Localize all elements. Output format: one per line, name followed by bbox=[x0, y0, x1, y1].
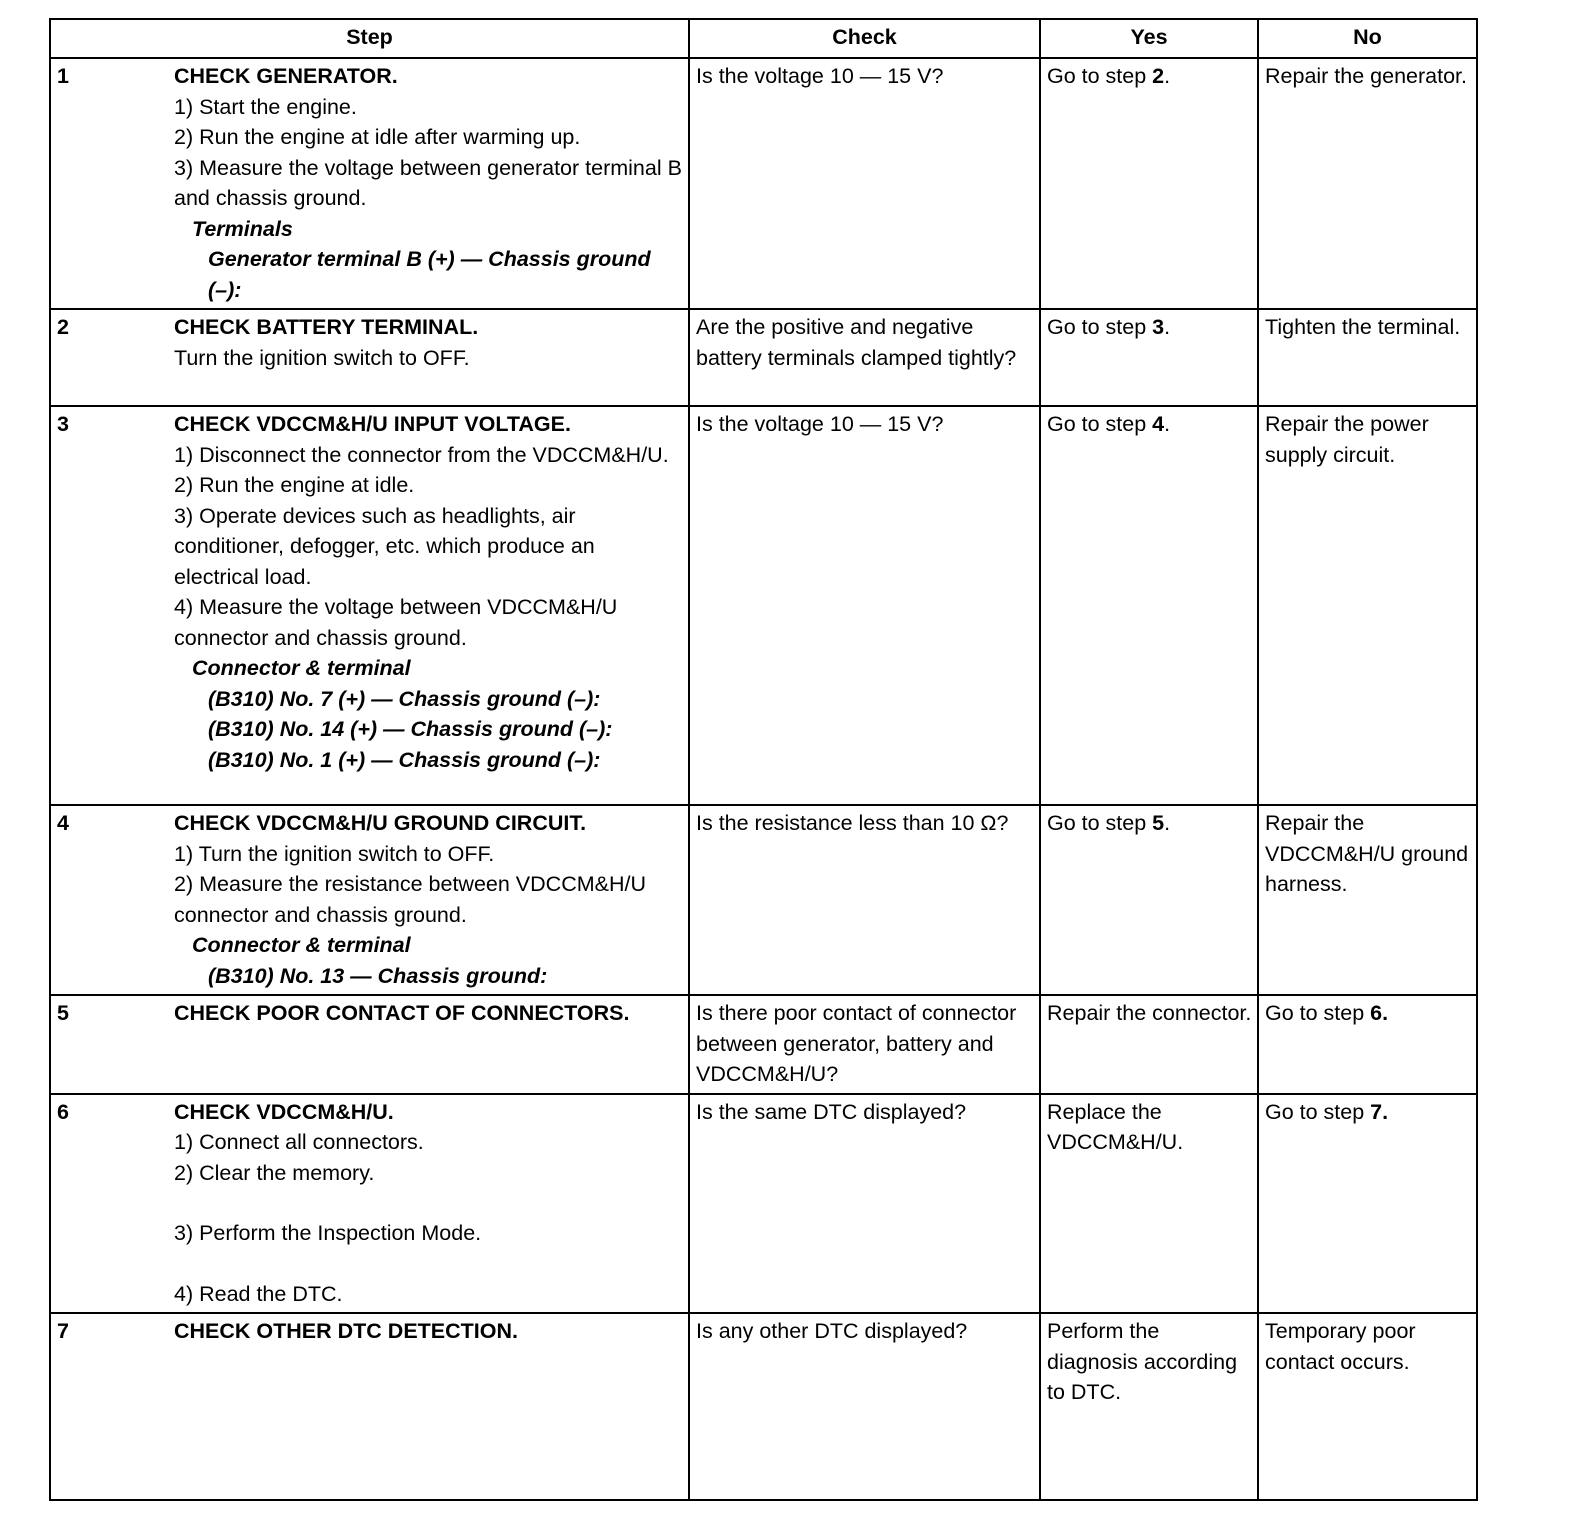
yes-cell: Replace the VDCCM&H/U. bbox=[1040, 1094, 1258, 1314]
step-number: 1 bbox=[50, 58, 166, 309]
step-cell bbox=[166, 406, 689, 805]
no-cell bbox=[1258, 1094, 1477, 1314]
yes-step-number: 5 bbox=[1152, 811, 1165, 835]
connector-label: Connector & terminal bbox=[192, 933, 411, 957]
step-cell bbox=[166, 805, 689, 995]
check-cell: Is the resistance less than 10 Ω? bbox=[689, 805, 1040, 995]
step-instruction: 2) Clear the memory. bbox=[174, 1160, 375, 1185]
check-cell: Is the voltage 10 — 15 V? bbox=[689, 58, 1040, 309]
table-row bbox=[50, 309, 1477, 406]
step-number: 7 bbox=[50, 1313, 166, 1500]
no-step-number: 6 bbox=[1370, 1001, 1383, 1025]
table-row bbox=[50, 1094, 1477, 1314]
no-step-number: 7 bbox=[1370, 1099, 1383, 1124]
yes-cell: Perform the diagnosis according to DTC. bbox=[1040, 1313, 1258, 1500]
yes-suffix: . bbox=[1164, 64, 1171, 88]
table-row bbox=[50, 995, 1477, 1094]
yes-cell bbox=[1040, 805, 1258, 995]
yes-step-number: 2 bbox=[1152, 64, 1165, 88]
header-row bbox=[50, 19, 1477, 58]
yes-step-number: 3 bbox=[1152, 315, 1165, 339]
step-instruction: 1) Disconnect the connector from the VDCCM&H/U. bbox=[174, 442, 669, 467]
step-number: 6 bbox=[50, 1094, 166, 1314]
yes-step-number: 4 bbox=[1152, 412, 1165, 436]
no-cell bbox=[1258, 995, 1477, 1094]
step-instruction: 1) Turn the ignition switch to OFF. bbox=[174, 841, 495, 866]
step-cell bbox=[166, 1313, 689, 1500]
yes-text: Go to step bbox=[1047, 811, 1153, 835]
step-instruction: 3) Measure the voltage between generator terminal B and chassis ground. bbox=[174, 155, 682, 210]
step-number: 3 bbox=[50, 406, 166, 805]
no-suffix: . bbox=[1382, 1001, 1389, 1025]
diagnostic-table bbox=[49, 18, 1478, 1501]
step-instruction: Turn the ignition switch to OFF. bbox=[174, 345, 470, 370]
spacer bbox=[174, 1249, 683, 1279]
terminal-spec: (B310) No. 13 — Chassis ground: bbox=[208, 963, 548, 988]
no-text: Go to step bbox=[1265, 1099, 1371, 1124]
step-number: 4 bbox=[50, 805, 166, 995]
no-cell: Repair the VDCCM&H/U ground harness. bbox=[1258, 805, 1477, 995]
no-cell: Temporary poor contact occurs. bbox=[1258, 1313, 1477, 1500]
step-instruction: 1) Connect all connectors. bbox=[174, 1130, 424, 1154]
yes-suffix: . bbox=[1164, 811, 1171, 835]
step-title: CHECK GENERATOR. bbox=[174, 64, 398, 88]
step-cell bbox=[166, 309, 689, 406]
step-number: 2 bbox=[50, 309, 166, 406]
check-cell: Is the same DTC displayed? bbox=[689, 1094, 1040, 1314]
connector-label: Connector & terminal bbox=[192, 656, 411, 680]
step-instruction: 2) Measure the resistance between VDCCM&H/U connector and chassis ground. bbox=[174, 872, 646, 927]
spacer bbox=[174, 1188, 683, 1218]
step-title: CHECK VDCCM&H/U. bbox=[174, 1099, 394, 1124]
check-cell: Is there poor contact of connector between generator, battery and VDCCM&H/U? bbox=[689, 995, 1040, 1094]
step-title: CHECK POOR CONTACT OF CONNECTORS. bbox=[174, 1001, 630, 1025]
terminal-spec: (B310) No. 14 (+) — Chassis ground (–): bbox=[208, 717, 613, 741]
check-cell: Are the positive and negative battery terminals clamped tightly? bbox=[689, 309, 1040, 406]
step-instruction: 2) Run the engine at idle. bbox=[174, 473, 415, 497]
step-instruction: 1) Start the engine. bbox=[174, 94, 357, 119]
no-suffix: . bbox=[1382, 1099, 1389, 1124]
check-cell: Is any other DTC displayed? bbox=[689, 1313, 1040, 1500]
step-instruction: 4) Measure the voltage between VDCCM&H/U connector and chassis ground. bbox=[174, 595, 618, 650]
step-title: CHECK VDCCM&H/U GROUND CIRCUIT. bbox=[174, 811, 587, 835]
yes-suffix: . bbox=[1164, 412, 1171, 436]
step-cell bbox=[166, 1094, 689, 1314]
step-instruction: 3) Operate devices such as headlights, air conditioner, defogger, etc. which produce an electrical load. bbox=[174, 503, 595, 589]
terminal-label: Terminals bbox=[192, 216, 293, 241]
header-step: Step bbox=[50, 19, 689, 58]
terminal-spec: (B310) No. 1 (+) — Chassis ground (–): bbox=[208, 747, 601, 772]
no-cell: Repair the power supply circuit. bbox=[1258, 406, 1477, 805]
terminal-spec: Generator terminal B (+) — Chassis ground (–): bbox=[208, 247, 651, 302]
table-row bbox=[50, 805, 1477, 995]
yes-text: Go to step bbox=[1047, 64, 1153, 88]
step-instruction: 2) Run the engine at idle after warming up. bbox=[174, 125, 581, 149]
yes-suffix: . bbox=[1164, 315, 1171, 339]
no-text: Go to step bbox=[1265, 1001, 1371, 1025]
yes-cell bbox=[1040, 58, 1258, 309]
no-cell: Tighten the terminal. bbox=[1258, 309, 1477, 406]
step-title: CHECK VDCCM&H/U INPUT VOLTAGE. bbox=[174, 412, 571, 436]
yes-text: Go to step bbox=[1047, 315, 1153, 339]
step-instruction: 3) Perform the Inspection Mode. bbox=[174, 1221, 482, 1245]
table-row bbox=[50, 406, 1477, 805]
header-no: No bbox=[1258, 19, 1477, 58]
check-cell: Is the voltage 10 — 15 V? bbox=[689, 406, 1040, 805]
step-title: CHECK BATTERY TERMINAL. bbox=[174, 315, 479, 339]
step-cell bbox=[166, 995, 689, 1094]
yes-cell: Repair the connector. bbox=[1040, 995, 1258, 1094]
step-title: CHECK OTHER DTC DETECTION. bbox=[174, 1319, 518, 1343]
step-cell bbox=[166, 58, 689, 309]
yes-cell bbox=[1040, 406, 1258, 805]
header-yes: Yes bbox=[1040, 19, 1258, 58]
yes-text: Go to step bbox=[1047, 412, 1153, 436]
header-check: Check bbox=[689, 19, 1040, 58]
terminal-spec: (B310) No. 7 (+) — Chassis ground (–): bbox=[208, 686, 601, 711]
no-cell: Repair the generator. bbox=[1258, 58, 1477, 309]
step-number: 5 bbox=[50, 995, 166, 1094]
step-instruction: 4) Read the DTC. bbox=[174, 1281, 343, 1306]
table-row bbox=[50, 58, 1477, 309]
yes-cell bbox=[1040, 309, 1258, 406]
table-row bbox=[50, 1313, 1477, 1500]
